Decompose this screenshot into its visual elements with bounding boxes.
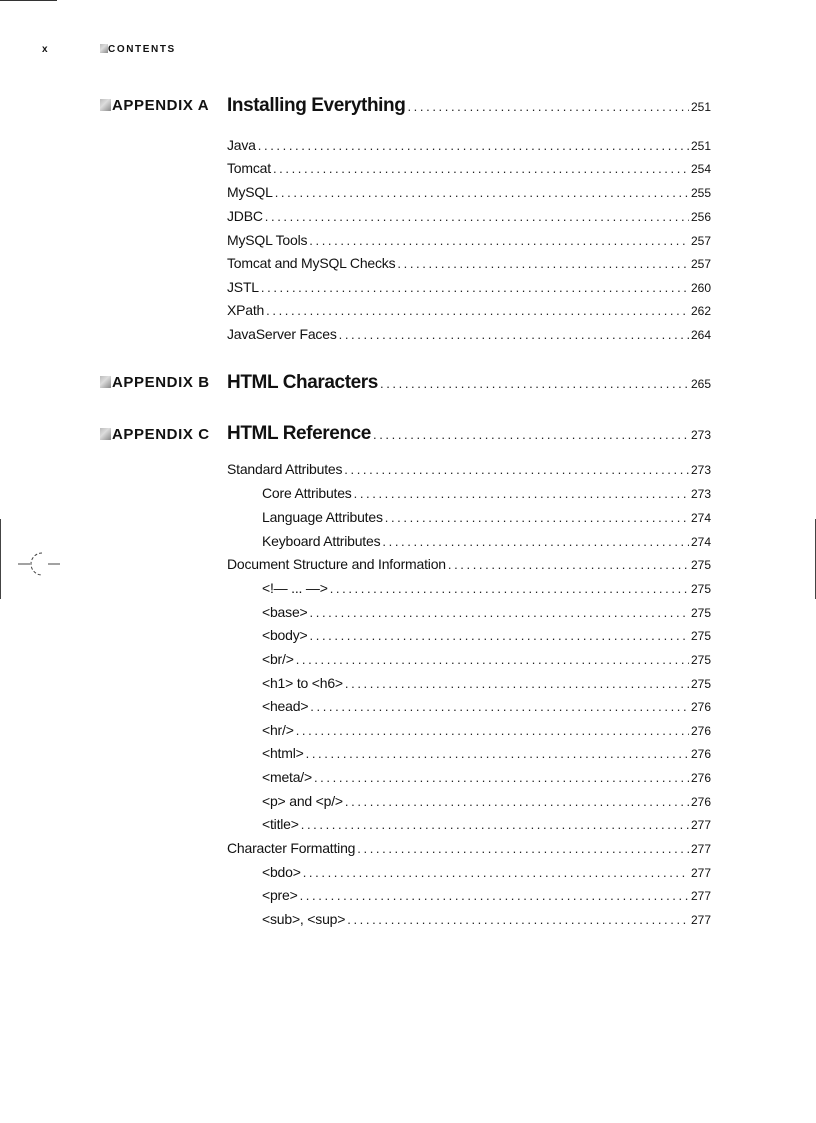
toc-entry[interactable] <box>227 255 711 271</box>
toc-entry-title: <base> <box>262 604 308 620</box>
dot-leader <box>407 99 689 114</box>
dot-leader <box>310 605 689 620</box>
toc-entry[interactable] <box>227 302 711 318</box>
dot-leader <box>344 462 689 477</box>
toc-entry-page: 275 <box>690 629 711 643</box>
toc-entry[interactable] <box>227 326 711 342</box>
dot-leader <box>357 841 689 856</box>
toc-entry-page: 251 <box>690 139 711 153</box>
toc-entry-page: 275 <box>690 677 711 691</box>
toc-subentry[interactable] <box>262 722 711 738</box>
toc-subentry[interactable] <box>262 769 711 785</box>
toc-entry-page: 276 <box>690 724 711 738</box>
square-marker-icon <box>100 376 111 388</box>
toc-entry-title: Installing Everything <box>227 95 406 116</box>
toc-entry-title: <p> and <p/> <box>262 793 343 809</box>
toc-entry-page: 275 <box>690 558 711 572</box>
dot-leader <box>303 865 689 880</box>
toc-entry-title: <hr/> <box>262 722 294 738</box>
page-number: x <box>42 44 50 55</box>
toc-entry-title: HTML Characters <box>227 372 378 393</box>
toc-subentry[interactable] <box>262 793 711 809</box>
toc-entry-title: <pre> <box>262 887 298 903</box>
toc-entry[interactable] <box>227 184 711 200</box>
toc-subentry[interactable] <box>262 816 711 832</box>
toc-entry-page: 264 <box>690 328 711 342</box>
toc-subentry[interactable] <box>262 485 711 501</box>
toc-entry-page: 274 <box>690 535 711 549</box>
toc-entry[interactable] <box>227 840 711 856</box>
toc-subentry[interactable] <box>262 533 711 549</box>
toc-entry-title: Tomcat <box>227 160 271 176</box>
dot-leader <box>301 817 689 832</box>
toc-entry-page: 254 <box>690 162 711 176</box>
toc-subentry[interactable] <box>262 604 711 620</box>
toc-entry-title: MySQL Tools <box>227 232 308 248</box>
toc-entry-title: <body> <box>262 627 308 643</box>
toc-entry-page: 275 <box>690 606 711 620</box>
toc-entry-title: JSTL <box>227 279 259 295</box>
toc-entry-title: <sub>, <sup> <box>262 911 346 927</box>
toc-subentry[interactable] <box>262 651 711 667</box>
toc-entry-page: 256 <box>690 210 711 224</box>
toc-entry-title: Keyboard Attributes <box>262 533 381 549</box>
toc-entry-page: 277 <box>690 818 711 832</box>
toc-entry-title: Document Structure and Information <box>227 556 446 572</box>
toc-entry-page: 275 <box>690 653 711 667</box>
dot-leader <box>345 676 689 691</box>
registration-mark-icon <box>18 550 62 578</box>
appendix-b-label: APPENDIX B <box>100 374 210 391</box>
crop-mark-left <box>0 519 1 599</box>
toc-entry[interactable] <box>227 279 711 295</box>
toc-entry[interactable] <box>227 232 711 248</box>
toc-entry-title: MySQL <box>227 184 273 200</box>
toc-entry-page: 273 <box>690 463 711 477</box>
toc-entry-appendix-b[interactable] <box>227 372 711 394</box>
toc-entry-page: 277 <box>690 842 711 856</box>
toc-entry-page: 257 <box>690 234 711 248</box>
toc-subentry[interactable] <box>262 698 711 714</box>
dot-leader <box>382 534 689 549</box>
toc-entry-page: 251 <box>690 100 711 114</box>
toc-entry-appendix-a[interactable] <box>227 95 711 117</box>
toc-entry-page: 257 <box>690 257 711 271</box>
dot-leader <box>385 510 689 525</box>
toc-entry-title: <html> <box>262 745 304 761</box>
toc-entry-title: Language Attributes <box>262 509 383 525</box>
appendix-a-label: APPENDIX A <box>100 97 209 114</box>
toc-entry-title: Standard Attributes <box>227 461 343 477</box>
toc-subentry[interactable] <box>262 509 711 525</box>
toc-entry-title: <bdo> <box>262 864 301 880</box>
toc-entry-title: <!— ... —> <box>262 580 328 596</box>
toc-entry-page: 260 <box>690 281 711 295</box>
dot-leader <box>339 327 689 342</box>
toc-entry[interactable] <box>227 208 711 224</box>
toc-entry-page: 275 <box>690 582 711 596</box>
dot-leader <box>354 486 689 501</box>
dot-leader <box>310 699 689 714</box>
dot-leader <box>345 794 689 809</box>
dot-leader <box>380 376 689 391</box>
toc-entry-title: Core Attributes <box>262 485 352 501</box>
toc-subentry[interactable] <box>262 911 711 927</box>
toc-entry-page: 274 <box>690 511 711 525</box>
toc-entry-appendix-c[interactable] <box>227 423 711 445</box>
dot-leader <box>306 746 689 761</box>
dot-leader <box>261 280 689 295</box>
toc-entry-title: JavaServer Faces <box>227 326 337 342</box>
toc-entry-title: XPath <box>227 302 265 318</box>
dot-leader <box>273 161 689 176</box>
toc-entry[interactable] <box>227 137 711 153</box>
dot-leader <box>448 557 689 572</box>
top-rule <box>0 0 57 1</box>
toc-entry-title: <br/> <box>262 651 294 667</box>
dot-leader <box>347 912 689 927</box>
square-marker-icon <box>100 428 111 440</box>
dot-leader <box>330 581 689 596</box>
toc-entry-title: <h1> to <h6> <box>262 675 343 691</box>
toc-entry-page: 277 <box>690 913 711 927</box>
toc-entry-page: 265 <box>690 377 711 391</box>
dot-leader <box>314 770 689 785</box>
toc-entry-page: 276 <box>690 795 711 809</box>
toc-entry-page: 273 <box>690 487 711 501</box>
square-marker-icon <box>100 99 111 111</box>
toc-subentry[interactable] <box>262 745 711 761</box>
toc-subentry[interactable] <box>262 887 711 903</box>
toc-entry-title: Java <box>227 137 256 153</box>
toc-subentry[interactable] <box>262 627 711 643</box>
toc-entry-page: 273 <box>690 428 711 442</box>
toc-entry-title: JDBC <box>227 208 263 224</box>
toc-entry-title: HTML Reference <box>227 423 371 444</box>
toc-entry-page: 277 <box>690 889 711 903</box>
dot-leader <box>266 303 689 318</box>
toc-entry-page: 276 <box>690 771 711 785</box>
dot-leader <box>265 209 689 224</box>
dot-leader <box>300 888 689 903</box>
toc-entry-page: 255 <box>690 186 711 200</box>
dot-leader <box>275 185 689 200</box>
toc-subentry[interactable] <box>262 675 711 691</box>
running-head-text: CONTENTS <box>108 44 176 55</box>
dot-leader <box>258 138 689 153</box>
toc-entry-page: 262 <box>690 304 711 318</box>
toc-entry[interactable] <box>227 556 711 572</box>
toc-subentry[interactable] <box>262 580 711 596</box>
toc-entry-page: 277 <box>690 866 711 880</box>
toc-entry-title: Tomcat and MySQL Checks <box>227 255 396 271</box>
toc-entry-title: <title> <box>262 816 299 832</box>
dot-leader <box>397 256 689 271</box>
square-marker-icon <box>100 44 108 53</box>
appendix-c-label: APPENDIX C <box>100 426 210 443</box>
toc-entry-page: 276 <box>690 700 711 714</box>
running-head <box>100 44 176 55</box>
dot-leader <box>373 427 689 442</box>
toc-entry-page: 276 <box>690 747 711 761</box>
dot-leader <box>296 652 689 667</box>
dot-leader <box>296 723 689 738</box>
toc-subentry[interactable] <box>262 864 711 880</box>
toc-entry-title: <meta/> <box>262 769 312 785</box>
toc-entry-title: <head> <box>262 698 309 714</box>
toc-entry[interactable] <box>227 160 711 176</box>
dot-leader <box>310 628 689 643</box>
toc-entry[interactable] <box>227 461 711 477</box>
dot-leader <box>309 233 689 248</box>
toc-entry-title: Character Formatting <box>227 840 356 856</box>
